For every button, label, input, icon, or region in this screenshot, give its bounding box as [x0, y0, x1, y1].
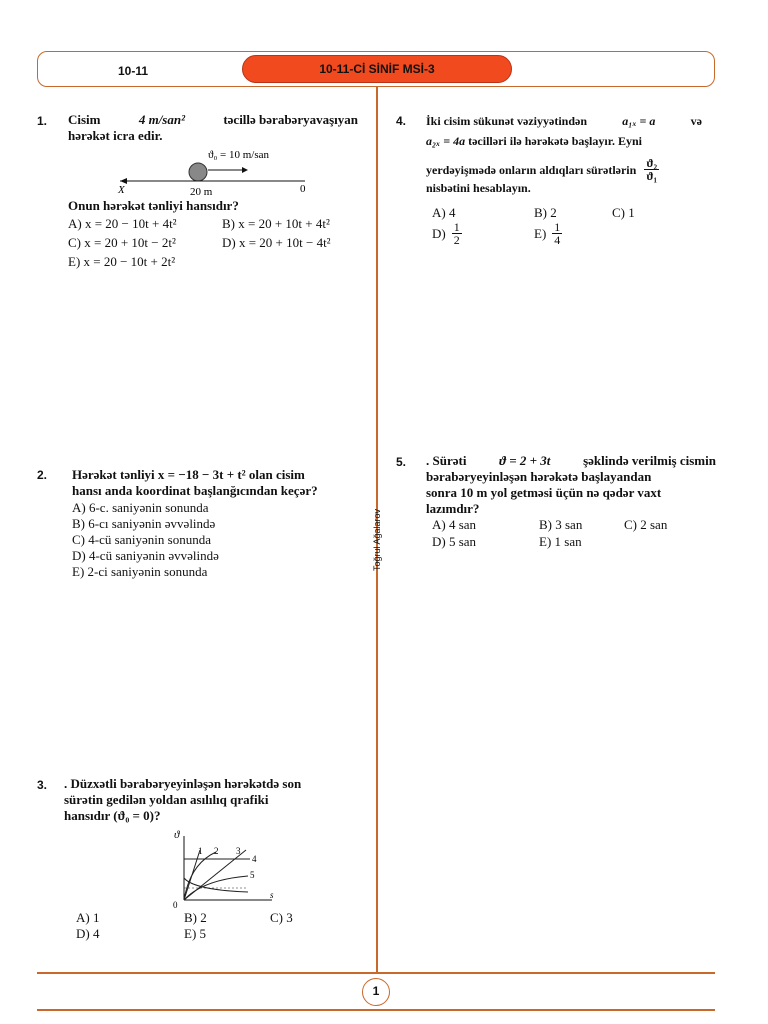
q3-curve-label-4: 4	[252, 854, 257, 864]
q3-graph-x-label: s	[270, 890, 274, 900]
q1-option-c: C) x = 20 + 10t − 2t²	[68, 235, 176, 250]
q3-option-a: A) 1	[76, 910, 100, 925]
q1-number: 1.	[37, 114, 48, 128]
q3-graph	[168, 828, 278, 910]
q4-option-e: E) $\frac{1}{4}$	[534, 220, 561, 247]
q2-text: Hərəkət tənliyi x = −18 − 3t + t² olan cisim hansı anda koordinat başlanğıcından keçər?	[72, 467, 318, 498]
q5-option-e: E) 1 san	[539, 534, 582, 549]
q5-text: . Sürəti ϑ = 2 + 3t şəklində verilmiş cismin bərabəryeyinləşən hərəkətə başlayandan sonra 10 m yol getməsi üçün nə qədər vaxt lazımdır?	[426, 453, 716, 516]
q3-option-b: B) 2	[184, 910, 207, 925]
q4-option-d: D) $\frac{1}{2}$	[432, 220, 460, 247]
q3-graph-origin: 0	[173, 900, 178, 910]
q2-option-e: E) 2-ci saniyənin sonunda	[72, 564, 208, 579]
author-label: Toğrul Ağalarov	[372, 508, 382, 572]
q1-figure-v0-label: ϑ₀ = 10 m/san	[208, 149, 270, 161]
q5-option-c: C) 2 san	[624, 517, 668, 532]
q3-text: . Düzxətli bərabəryeyinləşən hərəkətdə son sürətin gedilən yoldan asılılıq qrafiki hansıdır (ϑ₀ = 0)?	[64, 776, 302, 823]
q3-curve-label-3: 3	[236, 846, 241, 856]
q1-option-e: E) x = 20 − 10t + 2t²	[68, 254, 176, 269]
q3-option-c: C) 3	[270, 910, 293, 925]
q1-option-d: D) x = 20 + 10t − 4t²	[222, 235, 331, 250]
q1-text: Cisim 4 m/san² təcillə bərabəryavaşıyan hərəkət icra edir.	[68, 112, 358, 143]
q5-option-b: B) 3 san	[539, 517, 583, 532]
q4-option-a: A) 4	[432, 205, 456, 220]
q1-body-circle	[189, 163, 207, 181]
q5-option-a: A) 4 san	[432, 517, 477, 532]
q3-curve-label-5: 5	[250, 870, 255, 880]
q3-number: 3.	[37, 778, 48, 792]
q3-option-d: D) 4	[76, 926, 100, 941]
footer-rule-bottom	[37, 1009, 715, 1011]
footer-rule-top	[37, 972, 715, 974]
q4-number: 4.	[396, 114, 407, 128]
q3-curve-decay	[184, 878, 248, 892]
q4-option-c: C) 1	[612, 205, 635, 220]
q1-option-a: A) x = 20 − 10t + 4t²	[68, 216, 177, 231]
q3-curve-label-2: 2	[214, 846, 219, 856]
q1-figure-origin: 0	[300, 183, 306, 195]
page-title: 10-11-Cİ SİNİF MSİ-3	[242, 55, 512, 83]
grade-label: 10-11	[118, 64, 149, 78]
q5-option-d: D) 5 san	[432, 534, 477, 549]
q2-option-c: C) 4-cü saniyənin sonunda	[72, 532, 212, 547]
q1-question: Onun hərəkət tənliyi hansıdır?	[68, 198, 239, 213]
q2-option-a: A) 6-c. saniyənin sonunda	[72, 500, 209, 515]
q4-ratio: $\frac{\text{ϑ₂}}{\text{ϑ₁}}$	[646, 156, 658, 183]
page-number: 1	[362, 978, 390, 1006]
q1-option-b: B) x = 20 + 10t + 4t²	[222, 216, 330, 231]
q3-curve-label-1: 1	[198, 846, 203, 856]
q4-text: İki cisim sükunət vəziyyətindən a₁ₓ = a və a₂ₓ = 4a təcilləri ilə hərəkətə başlayır. Eyni yerdəyişmədə onların aldıqları sürətlərin $\frac{\text{ϑ₂}}{\text{ϑ₁}}$ nisbətini hesablayın.	[426, 114, 702, 195]
q2-option-b: B) 6-cı saniyənin əvvəlində	[72, 516, 216, 531]
q2-number: 2.	[37, 468, 48, 482]
q1-figure-distance: 20 m	[190, 186, 213, 198]
q1-figure	[110, 146, 325, 198]
q5-number: 5.	[396, 455, 407, 469]
q3-graph-y-label: ϑ	[174, 829, 180, 841]
q1-figure-x-label: X	[118, 184, 125, 196]
q2-option-d: D) 4-cü saniyənin əvvəlində	[72, 548, 219, 563]
q3-option-e: E) 5	[184, 926, 207, 941]
q4-option-b: B) 2	[534, 205, 557, 220]
